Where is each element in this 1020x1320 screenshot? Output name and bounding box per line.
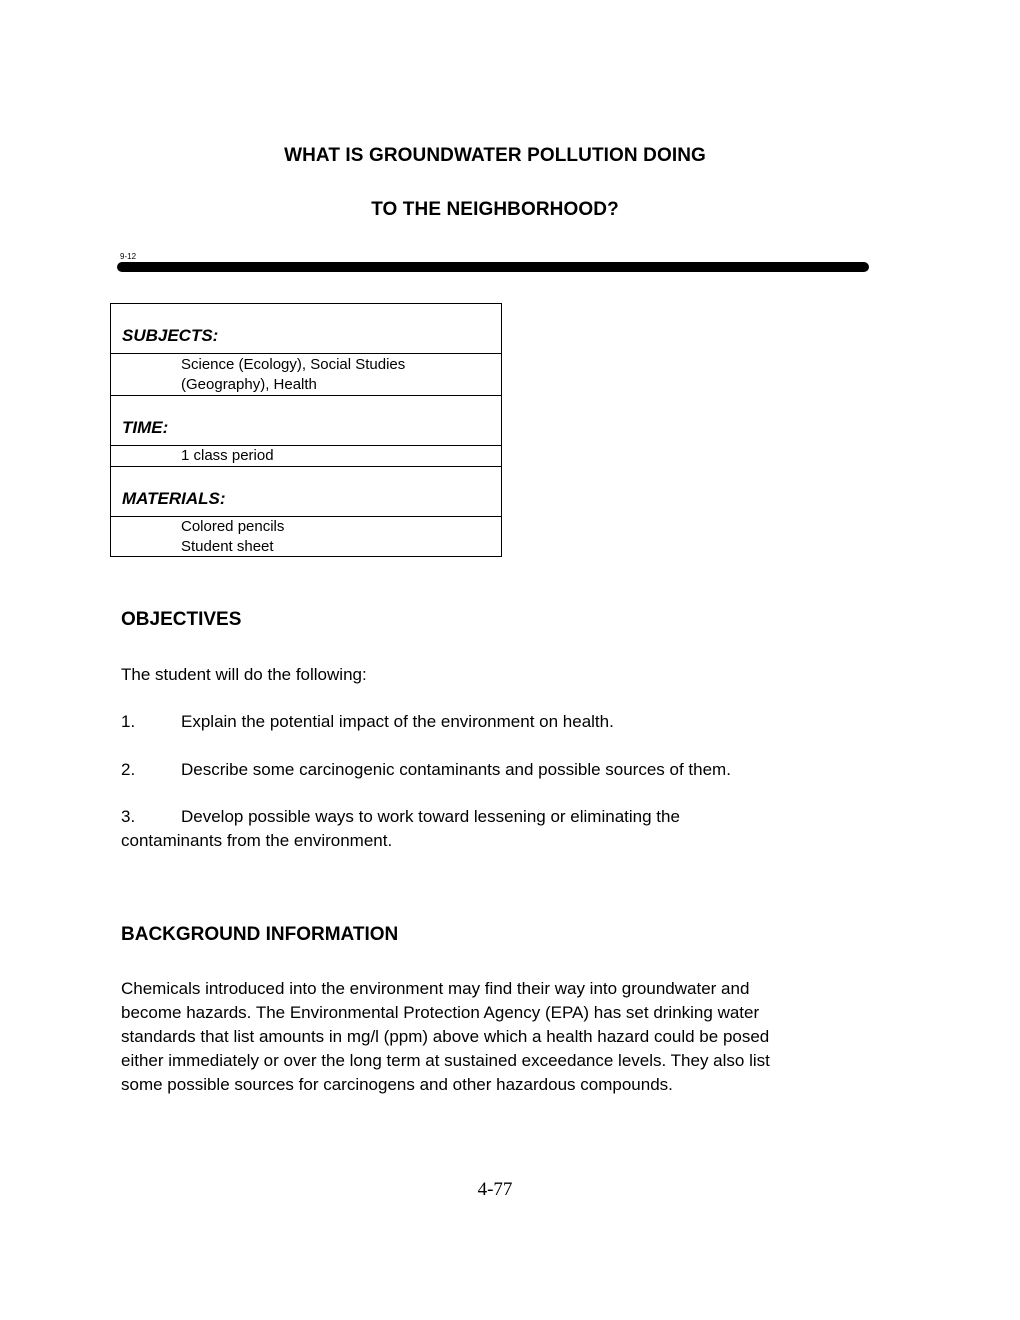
paragraph-line: some possible sources for carcinogens and other hazardous compounds. — [121, 1075, 673, 1094]
background-paragraph — [121, 977, 881, 1097]
subjects-label: SUBJECTS: — [122, 326, 219, 345]
objectives-intro: The student will do the following: — [121, 665, 367, 684]
paragraph-line: become hazards. The Environmental Protection Agency (EPA) has set drinking water — [121, 1003, 760, 1022]
time-value: 1 class period — [181, 447, 274, 464]
divider — [111, 516, 501, 517]
grade-level-label: 9-12 — [120, 252, 137, 261]
background-heading: BACKGROUND INFORMATION — [121, 924, 399, 945]
subjects-value-line-1: Science (Ecology), Social Studies — [181, 356, 406, 373]
objective-item — [121, 710, 821, 734]
subjects-value-line-2: (Geography), Health — [181, 376, 317, 393]
objective-item — [121, 758, 821, 782]
objective-item — [121, 805, 821, 829]
objective-number: 2. — [121, 760, 136, 779]
divider — [111, 353, 501, 354]
page-number: 4-77 — [477, 1179, 513, 1200]
objective-text: Explain the potential impact of the environment on health. — [181, 712, 614, 731]
page-title-line-2: TO THE NEIGHBORHOOD? — [371, 199, 619, 220]
divider — [111, 395, 501, 396]
divider — [111, 466, 501, 467]
divider — [111, 445, 501, 446]
lesson-info-box — [110, 303, 502, 557]
time-label: TIME: — [122, 418, 169, 437]
paragraph-line: either immediately or over the long term at sustained exceedance levels. They also list — [121, 1051, 770, 1070]
materials-item: Colored pencils — [181, 518, 285, 535]
objective-text: Develop possible ways to work toward lessening or eliminating the — [181, 807, 680, 826]
objective-number: 3. — [121, 807, 136, 826]
paragraph-line: Chemicals introduced into the environment may find their way into groundwater and — [121, 979, 750, 998]
objective-text: Describe some carcinogenic contaminants and possible sources of them. — [181, 760, 731, 779]
objective-number: 1. — [121, 712, 136, 731]
paragraph-line: standards that list amounts in mg/l (ppm) above which a health hazard could be posed — [121, 1027, 770, 1046]
objectives-heading: OBJECTIVES — [121, 609, 242, 630]
materials-label: MATERIALS: — [122, 489, 226, 508]
header-rule — [117, 262, 869, 272]
materials-item: Student sheet — [181, 538, 274, 555]
objective-continuation: contaminants from the environment. — [121, 831, 393, 850]
page-title-line-1: WHAT IS GROUNDWATER POLLUTION DOING — [284, 145, 706, 166]
